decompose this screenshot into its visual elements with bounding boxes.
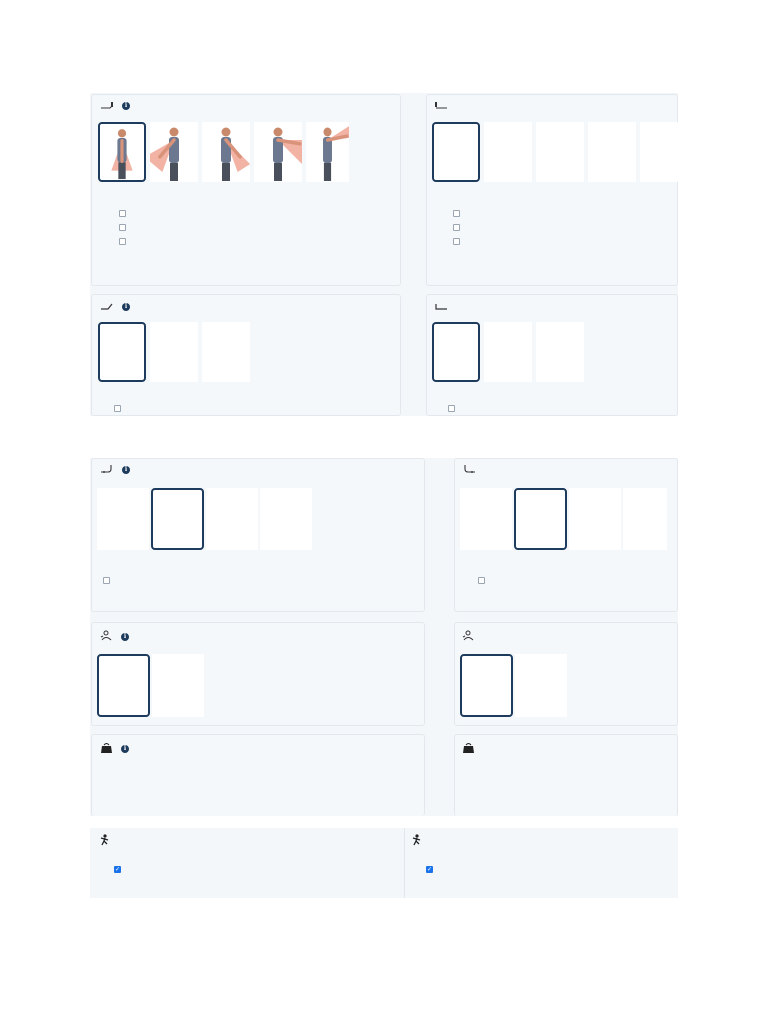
- left-twist-thumbs: [97, 654, 204, 717]
- checkbox[interactable]: [119, 210, 126, 217]
- left-wrist-header: [100, 464, 130, 476]
- person-figure: [221, 128, 240, 182]
- checkbox[interactable]: [114, 405, 121, 412]
- muscle-section-strip: [90, 828, 678, 898]
- rotation-icon: [462, 630, 475, 643]
- wrist-icon: [462, 464, 476, 476]
- info-icon[interactable]: i: [122, 102, 130, 110]
- left-arm-option-supported[interactable]: [119, 238, 131, 245]
- person-figure: [160, 128, 179, 182]
- left-arm-header: [100, 101, 130, 111]
- right-wrist-thumbs: [460, 488, 667, 550]
- left-load-card: [91, 734, 425, 816]
- checkbox[interactable]: [453, 238, 460, 245]
- arm-icon: [434, 101, 448, 111]
- checkbox[interactable]: [119, 238, 126, 245]
- wrist-posture-option-3[interactable]: [569, 488, 621, 550]
- weight-kg-icon: [100, 742, 113, 756]
- right-muscle-option-static[interactable]: [426, 866, 438, 873]
- checkbox[interactable]: [119, 224, 126, 231]
- left-twist-header: [100, 630, 129, 643]
- info-icon[interactable]: i: [122, 303, 130, 311]
- right-forearm-option-midline[interactable]: [448, 405, 460, 412]
- left-arm-option-shoulder[interactable]: [119, 210, 131, 217]
- right-forearm-header: [434, 302, 452, 312]
- info-icon[interactable]: i: [122, 466, 130, 474]
- checkbox-checked[interactable]: ✓: [115, 867, 121, 873]
- arm-posture-option-5[interactable]: [306, 122, 349, 182]
- weight-kg-icon: [462, 742, 475, 756]
- twist-option-2[interactable]: [152, 654, 204, 717]
- right-twist-header: [462, 630, 479, 643]
- left-wrist-option-deviation[interactable]: [103, 577, 115, 584]
- info-icon[interactable]: i: [121, 745, 129, 753]
- forearm-icon: [100, 302, 114, 312]
- right-wrist-option-deviation[interactable]: [478, 577, 490, 584]
- forearm-posture-option-2[interactable]: [484, 322, 532, 382]
- twist-option-1[interactable]: [97, 654, 150, 717]
- right-load-card: [454, 734, 678, 816]
- arm-posture-option-1[interactable]: [432, 122, 480, 182]
- rotation-icon: [100, 630, 113, 643]
- checkbox-checked[interactable]: ✓: [427, 867, 433, 873]
- muscle-divider: [404, 828, 405, 898]
- info-icon[interactable]: i: [121, 633, 129, 641]
- right-arm-option-shoulder[interactable]: [453, 210, 465, 217]
- wrist-posture-option-4[interactable]: [623, 488, 667, 550]
- arm-posture-option-1[interactable]: [98, 122, 146, 182]
- left-arm-thumbs: [98, 122, 349, 182]
- checkbox[interactable]: [448, 405, 455, 412]
- arm-posture-option-5[interactable]: [640, 122, 680, 182]
- person-active-icon: [100, 834, 110, 848]
- arm-posture-option-4[interactable]: [254, 122, 302, 182]
- right-forearm-thumbs: [432, 322, 584, 382]
- wrist-posture-option-3[interactable]: [206, 488, 258, 550]
- checkbox[interactable]: [453, 210, 460, 217]
- checkbox[interactable]: [453, 224, 460, 231]
- right-arm-option-separated[interactable]: [453, 224, 465, 231]
- left-wrist-thumbs: [97, 488, 312, 550]
- wrist-posture-option-1[interactable]: [460, 488, 512, 550]
- wrist-posture-option-2[interactable]: [514, 488, 567, 550]
- right-arm-header: [434, 101, 452, 111]
- left-load-header: [100, 742, 129, 756]
- person-figure: [117, 129, 126, 179]
- wrist-icon: [100, 464, 114, 476]
- arm-posture-option-4[interactable]: [588, 122, 636, 182]
- arm-posture-option-3[interactable]: [536, 122, 584, 182]
- twist-option-1[interactable]: [460, 654, 513, 717]
- left-forearm-thumbs: [98, 322, 250, 382]
- forearm-icon: [434, 302, 448, 312]
- forearm-posture-option-3[interactable]: [536, 322, 584, 382]
- left-arm-option-separated[interactable]: [119, 224, 131, 231]
- wrist-posture-option-2[interactable]: [151, 488, 204, 550]
- twist-option-2[interactable]: [515, 654, 567, 717]
- right-muscle-header: [412, 834, 426, 848]
- right-wrist-header: [462, 464, 480, 476]
- arm-icon: [100, 101, 114, 111]
- forearm-posture-option-1[interactable]: [432, 322, 480, 382]
- right-load-header: [462, 742, 479, 756]
- left-forearm-header: [100, 302, 130, 312]
- arm-posture-option-2[interactable]: [484, 122, 532, 182]
- right-arm-thumbs: [432, 122, 680, 182]
- forearm-posture-option-3[interactable]: [202, 322, 250, 382]
- left-muscle-header: [100, 834, 114, 848]
- checkbox[interactable]: [103, 577, 110, 584]
- forearm-posture-option-2[interactable]: [150, 322, 198, 382]
- right-twist-thumbs: [460, 654, 567, 717]
- person-active-icon: [412, 834, 422, 848]
- forearm-posture-option-1[interactable]: [98, 322, 146, 382]
- left-muscle-option-static[interactable]: [114, 866, 126, 873]
- arm-posture-option-2[interactable]: [150, 122, 198, 182]
- arm-posture-option-3[interactable]: [202, 122, 250, 182]
- wrist-posture-option-4[interactable]: [260, 488, 312, 550]
- right-arm-option-supported[interactable]: [453, 238, 465, 245]
- wrist-posture-option-1[interactable]: [97, 488, 149, 550]
- left-forearm-option-midline[interactable]: [114, 405, 126, 412]
- checkbox[interactable]: [478, 577, 485, 584]
